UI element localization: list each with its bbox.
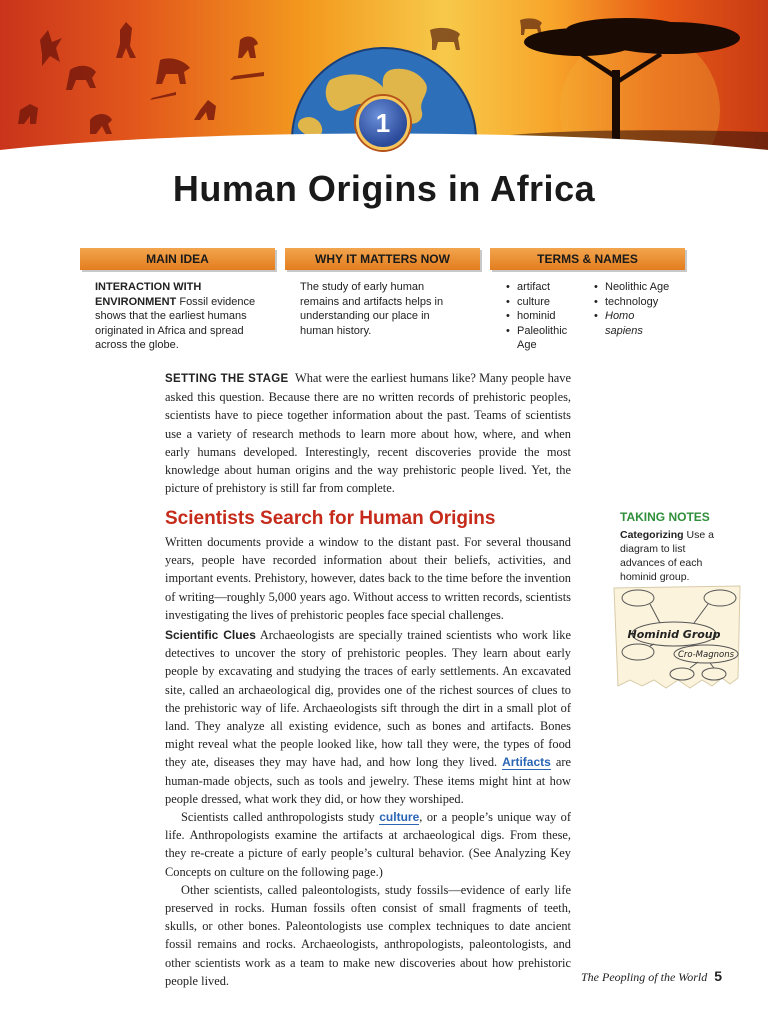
page-title: Human Origins in Africa <box>172 168 596 209</box>
term-item <box>594 309 674 338</box>
paragraph <box>165 626 571 808</box>
term-item: • culture <box>506 295 586 310</box>
main-idea-body: Fossil evidence shows that the earliest humans originated in Africa and spread across the globe. <box>95 295 256 351</box>
clues-text-b: are human-made objects, such as tools and jewelry. These items might hint at how people dressed, what work they did, or how they worshiped. <box>165 755 571 806</box>
why-matters-text: The study of early human remains and artifacts helps in understanding our place in human history. <box>300 281 444 337</box>
setting-stage-lead: SETTING THE STAGE <box>165 373 289 385</box>
culture-term-link[interactable]: culture <box>379 810 420 825</box>
hominid-diagram <box>610 582 744 694</box>
setting-the-stage <box>165 369 571 497</box>
p3-text-a: Scientists called anthropologists study <box>181 810 375 825</box>
chapter-number-badge: 1 <box>356 96 410 150</box>
taking-notes-text <box>620 528 732 584</box>
taking-notes-lead: Categorizing <box>620 529 684 541</box>
taking-notes-body: Use a diagram to list advances of each hominid group. <box>620 529 714 583</box>
paragraph: Written documents provide a window to the distant past. For several thousand years, people have recorded information about their beliefs, activities, and important events. Prehistory, however, dates back to the time before the invention of writing—roughly 5,000 years ago. Without access to written records, scientists investigating the lives of prehistoric peoples face special challenges. <box>165 535 571 622</box>
page-footer <box>581 968 722 985</box>
terms-list-col1 <box>506 280 586 353</box>
footer-book-title: The Peopling of the World <box>580 970 708 984</box>
scientific-clues-subhead: Scientific Clues <box>165 628 256 643</box>
artifacts-term-link[interactable]: Artifacts <box>502 755 551 770</box>
diagram-main-label: Hominid Group <box>627 628 721 641</box>
main-idea-lead: INTERACTION WITH ENVIRONMENT <box>95 281 202 308</box>
page-number: 5 <box>714 968 722 984</box>
terms-header: TERMS & NAMES <box>490 248 685 270</box>
section-body <box>165 533 571 990</box>
paragraph: Other scientists, called paleontologists, study fossils—evidence of early life preserved in rocks. Human fossils often consist of small fragments of teeth, skulls, or other bones. Paleontologists use complex techniques to date ancient fossil remains and rocks. Archaeologists, anthropologists, paleontologists, and other scientists work as a team to make new discoveries about how prehistoric people lived. <box>165 882 571 988</box>
main-idea-header: MAIN IDEA <box>80 248 275 270</box>
setting-stage-text: What were the earliest humans like? Many people have asked this question. Because there are no written records of prehistoric peoples, scientists have to piece together information about the past. Teams of scientists use a variety of research methods to learn more about how, where, and when early humans developed. Interestingly, recent discoveries provide the most knowledge about human origins and the way prehistoric people lived. Yet, the picture of prehistory is still far from complete. <box>165 371 571 496</box>
taking-notes-title: TAKING NOTES <box>620 510 710 524</box>
paragraph <box>165 808 571 881</box>
cave-painting-figures <box>18 22 264 134</box>
term-item-italic: Homo sapiens <box>605 310 643 337</box>
term-item: • hominid <box>506 309 586 324</box>
section-heading: Scientists Search for Human Origins <box>165 508 496 529</box>
why-matters-header: WHY IT MATTERS NOW <box>285 248 480 270</box>
clues-text-a: Archaeologists are specially trained scientists who work like detectives to uncover the story of prehistoric peoples. They learn about early people by excavating and studying the traces of early settlements. An excavated site, called an archaeological dig, provides one of the richest sources of clues to the prehistoric way of life. Archaeologists sift through the dirt in a small plot of land. They analyze all existing evidence, such as bones and artifacts. Bones might reveal what the people looked like, how tall they were, the types of food they ate, diseases they may have had, and how long they lived. <box>165 628 571 770</box>
term-item: • Paleolithic Age <box>506 324 586 353</box>
p3-text-b: , or a people’s unique way of life. Anthropologists examine the artifacts at archaeological digs. From these, they re-create a picture of early people’s cultural behavior. (See Analyzing Key Concepts on culture on the following page.) <box>165 810 571 879</box>
diagram-sub-label: Cro-Magnons <box>677 650 735 660</box>
antelope-silhouettes <box>430 18 542 50</box>
term-item: • Neolithic Age <box>594 280 674 295</box>
terms-list-col2 <box>594 280 674 338</box>
term-item: • artifact <box>506 280 586 295</box>
term-item: • technology <box>594 295 674 310</box>
main-idea-text <box>95 280 265 353</box>
